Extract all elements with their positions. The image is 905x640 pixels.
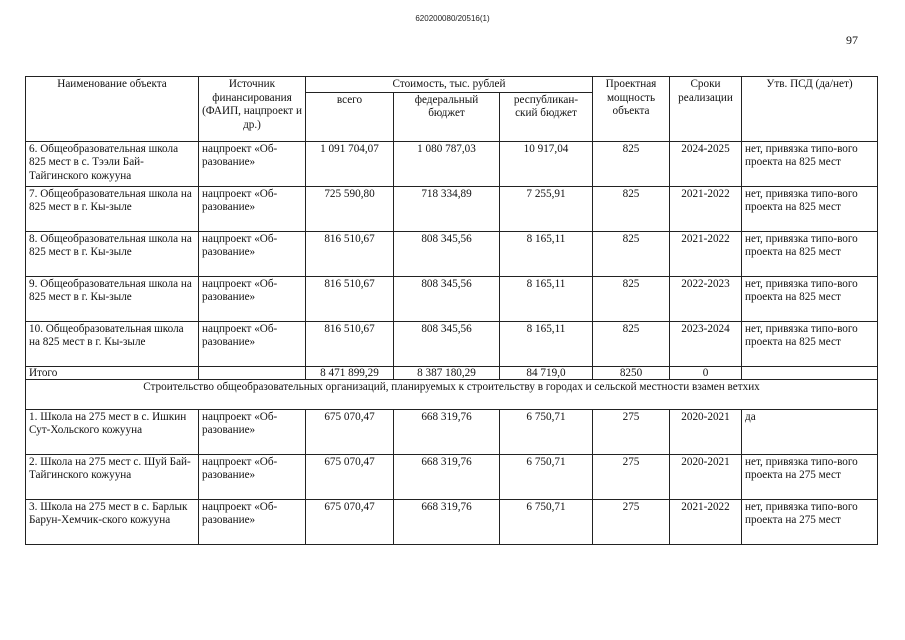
cell-capacity: 825 [593,231,670,276]
col-header-total: всего [306,92,394,141]
cell-federal: 718 334,89 [394,186,500,231]
page-number: 97 [846,33,858,47]
cell-capacity: 825 [593,186,670,231]
cell-source: нацпроект «Об-разование» [199,276,306,321]
cell-psd: нет, привязка типо-вого проекта на 275 мест [742,454,878,499]
cell-total: 816 510,67 [306,276,394,321]
cell-capacity: 825 [593,321,670,366]
cell-source: нацпроект «Об-разование» [199,409,306,454]
cell-psd: нет, привязка типо-вого проекта на 825 мест [742,186,878,231]
section-title: Строительство общеобразовательных организаций, планируемых к строительству в городах и сельской местности взамен ветхих [26,379,878,409]
cell-source: нацпроект «Об-разование» [199,231,306,276]
table-row [26,321,878,366]
cell-period: 2024-2025 [670,141,742,186]
cell-source: нацпроект «Об-разование» [199,499,306,544]
cell-psd: да [742,409,878,454]
cell-total: 675 070,47 [306,409,394,454]
cell-psd-empty [742,366,878,379]
cell-republic: 6 750,71 [500,454,593,499]
cell-source: нацпроект «Об-разование» [199,186,306,231]
col-header-name: Наименование объекта [26,77,199,142]
cell-name: 7. Общеобразовательная школа на 825 мест в г. Кы-зыле [26,186,199,231]
total-capacity: 8250 [593,366,670,379]
table-row [26,231,878,276]
cell-total: 725 590,80 [306,186,394,231]
cell-republic: 6 750,71 [500,409,593,454]
col-header-period: Сроки реализации [670,77,742,142]
cell-name: 2. Школа на 275 мест с. Шуй Бай-Тайгинского кожууна [26,454,199,499]
total-sum: 8 471 899,29 [306,366,394,379]
cell-name: 10. Общеобразовательная школа на 825 мест в г. Кы-зыле [26,321,199,366]
cell-name: 3. Школа на 275 мест в с. Барлык Барун-Хемчик-ского кожууна [26,499,199,544]
cell-capacity: 275 [593,454,670,499]
cell-period: 2020-2021 [670,409,742,454]
document-code: 620200080/20516(1) [415,14,490,23]
cell-capacity: 275 [593,499,670,544]
cell-psd: нет, привязка типо-вого проекта на 825 мест [742,141,878,186]
cell-period: 2021-2022 [670,499,742,544]
table-row [26,141,878,186]
total-row [26,366,878,379]
cell-capacity: 825 [593,141,670,186]
cell-source: нацпроект «Об-разование» [199,321,306,366]
col-header-psd: Утв. ПСД (да/нет) [742,77,878,142]
table-row [26,454,878,499]
table-row [26,409,878,454]
cell-source: нацпроект «Об-разование» [199,454,306,499]
cell-republic: 10 917,04 [500,141,593,186]
cell-psd: нет, привязка типо-вого проекта на 825 мест [742,321,878,366]
total-period: 0 [670,366,742,379]
cell-total: 675 070,47 [306,454,394,499]
cell-total: 675 070,47 [306,499,394,544]
cell-source-empty [199,366,306,379]
cell-federal: 668 319,76 [394,409,500,454]
cell-psd: нет, привязка типо-вого проекта на 825 мест [742,276,878,321]
cell-total: 1 091 704,07 [306,141,394,186]
col-header-republic: республикан-ский бюджет [500,92,593,141]
table-body [26,141,878,544]
cell-name: 1. Школа на 275 мест в с. Ишкин Сут-Хольского кожууна [26,409,199,454]
cell-republic: 8 165,11 [500,321,593,366]
total-republic: 84 719,0 [500,366,593,379]
cell-name: 6. Общеобразовательная школа 825 мест в с. Тээли Бай-Тайгинского кожууна [26,141,199,186]
cell-total: 816 510,67 [306,231,394,276]
col-header-federal: федеральный бюджет [394,92,500,141]
cell-republic: 7 255,91 [500,186,593,231]
cell-total: 816 510,67 [306,321,394,366]
cell-capacity: 275 [593,409,670,454]
cell-republic: 6 750,71 [500,499,593,544]
cell-period: 2022-2023 [670,276,742,321]
table-row [26,499,878,544]
total-federal: 8 387 180,29 [394,366,500,379]
investment-objects-table [25,76,878,545]
table-row [26,276,878,321]
cell-federal: 1 080 787,03 [394,141,500,186]
cell-period: 2020-2021 [670,454,742,499]
table-row [26,186,878,231]
section-row [26,379,878,409]
cell-republic: 8 165,11 [500,276,593,321]
cell-federal: 808 345,56 [394,231,500,276]
cell-capacity: 825 [593,276,670,321]
cell-federal: 808 345,56 [394,276,500,321]
cell-republic: 8 165,11 [500,231,593,276]
cell-federal: 668 319,76 [394,454,500,499]
col-header-source: Источник финансирования (ФАИП, нацпроект и др.) [199,77,306,142]
cell-psd: нет, привязка типо-вого проекта на 275 мест [742,499,878,544]
cell-federal: 808 345,56 [394,321,500,366]
cell-period: 2023-2024 [670,321,742,366]
cell-period: 2021-2022 [670,231,742,276]
col-header-cost-group: Стоимость, тыс. рублей [306,77,593,93]
cell-psd: нет, привязка типо-вого проекта на 825 мест [742,231,878,276]
cell-federal: 668 319,76 [394,499,500,544]
cell-name: 8. Общеобразовательная школа на 825 мест в г. Кы-зыле [26,231,199,276]
col-header-capacity: Проектная мощность объекта [593,77,670,142]
cell-period: 2021-2022 [670,186,742,231]
cell-name: 9. Общеобразовательная школа на 825 мест в г. Кы-зыле [26,276,199,321]
cell-source: нацпроект «Об-разование» [199,141,306,186]
total-label: Итого [26,366,199,379]
